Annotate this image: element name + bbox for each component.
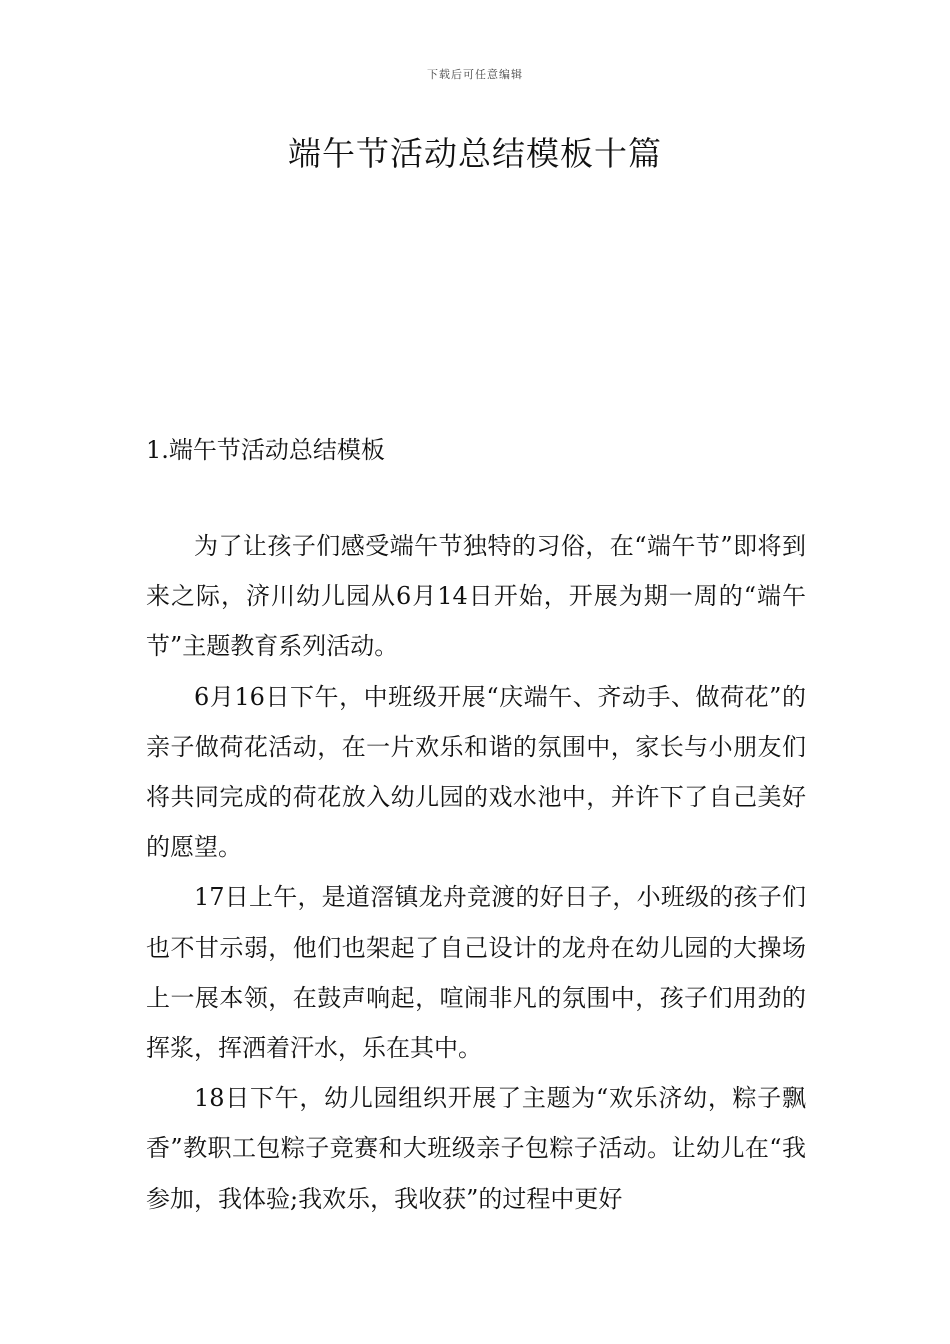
body-text [146, 521, 806, 1224]
document-title: 端午节活动总结模板十篇 [288, 134, 662, 173]
paragraph: 17日上午，是道滘镇龙舟竞渡的好日子，小班级的孩子们也不甘示弱，他们也架起了自己设计的龙舟在幼儿园的大操场上一展本领，在鼓声响起，喧闹非凡的氛围中，孩子们用劲的挥浆，挥洒着汗水，乐在其中。 [146, 883, 806, 1063]
header-note: 下载后可任意编辑 [427, 68, 523, 81]
section-heading: 1.端午节活动总结模板 [146, 436, 385, 464]
paragraph: 6月16日下午，中班级开展“庆端午、齐动手、做荷花”的亲子做荷花活动，在一片欢乐和谐的氛围中，家长与小朋友们将共同完成的荷花放入幼儿园的戏水池中，并许下了自己美好的愿望。 [146, 682, 806, 862]
paragraph: 18日下午，幼儿园组织开展了主题为“欢乐济幼，粽子飘香”教职工包粽子竞赛和大班级亲子包粽子活动。让幼儿在“我参加，我体验;我欢乐，我收获”的过程中更好 [146, 1084, 806, 1213]
paragraph: 为了让孩子们感受端午节独特的习俗，在“端午节”即将到来之际，济川幼儿园从6月14日开始，开展为期一周的“端午节”主题教育系列活动。 [146, 532, 806, 661]
